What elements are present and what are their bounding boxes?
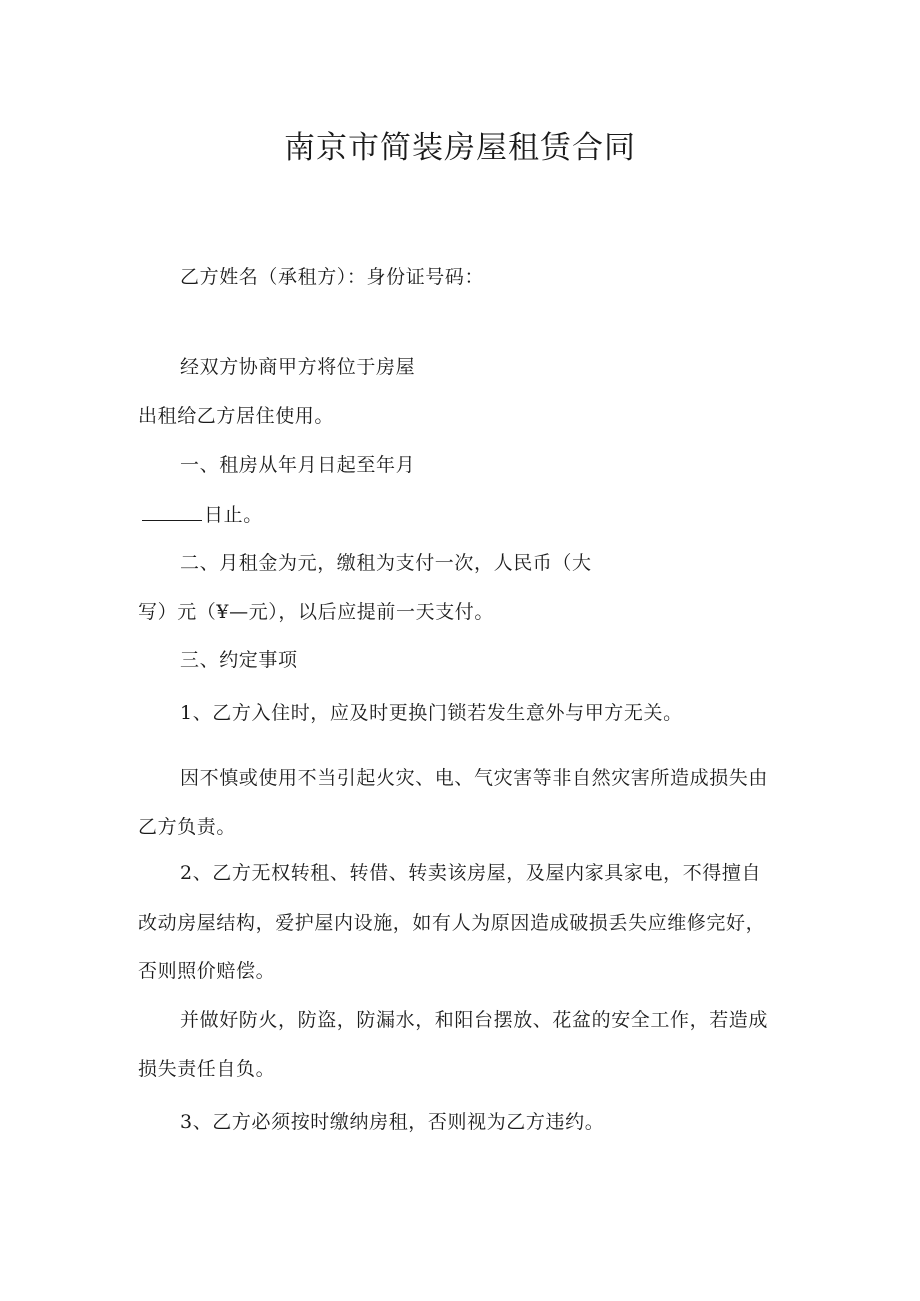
clause-3-heading: 三、约定事项 <box>180 649 298 671</box>
document-title: 南京市简装房屋租赁合同 <box>284 130 636 166</box>
party-b-line: 乙方姓名（承租方）：身份证号码： <box>180 266 485 288</box>
item-2b-line-1: 并做好防火，防盗，防漏水，和阳台摆放、花盆的安全工作，若造成 <box>180 1009 769 1031</box>
item-2-line-1: 2、乙方无权转租、转借、转卖该房屋，及屋内家具家电，不得擅自 <box>180 862 762 884</box>
clause-2-line-2: 写）元（¥—元），以后应提前一天支付。 <box>138 601 494 623</box>
clause-1-line-2-text: 日止。 <box>204 504 263 526</box>
intro-line-1: 经双方协商甲方将位于房屋 <box>180 356 416 378</box>
item-2b-line-2: 损失责任自负。 <box>138 1058 276 1080</box>
item-2-line-2: 改动房屋结构，爱护屋内设施，如有人为原因造成破损丢失应维修完好， <box>138 912 766 934</box>
item-1-line-1: 1、乙方入住时，应及时更换门锁若发生意外与甲方无关。 <box>180 702 683 724</box>
item-1b-line-1: 因不慎或使用不当引起火灾、电、气灾害等非自然灾害所造成损失由 <box>180 767 769 789</box>
intro-line-2: 出租给乙方居住使用。 <box>138 405 335 427</box>
item-1b-line-2: 乙方负责。 <box>138 816 237 838</box>
clause-2-line-1: 二、月租金为元，缴租为支付一次，人民币（大 <box>180 552 592 574</box>
item-3-line-1: 3、乙方必须按时缴纳房租，否则视为乙方违约。 <box>180 1111 605 1133</box>
clause-1-line-1: 一、租房从年月日起至年月 <box>180 454 416 476</box>
item-2-line-3: 否则照价赔偿。 <box>138 960 276 982</box>
clause-1-line-2 <box>142 500 263 530</box>
fill-in-blank <box>142 502 202 521</box>
